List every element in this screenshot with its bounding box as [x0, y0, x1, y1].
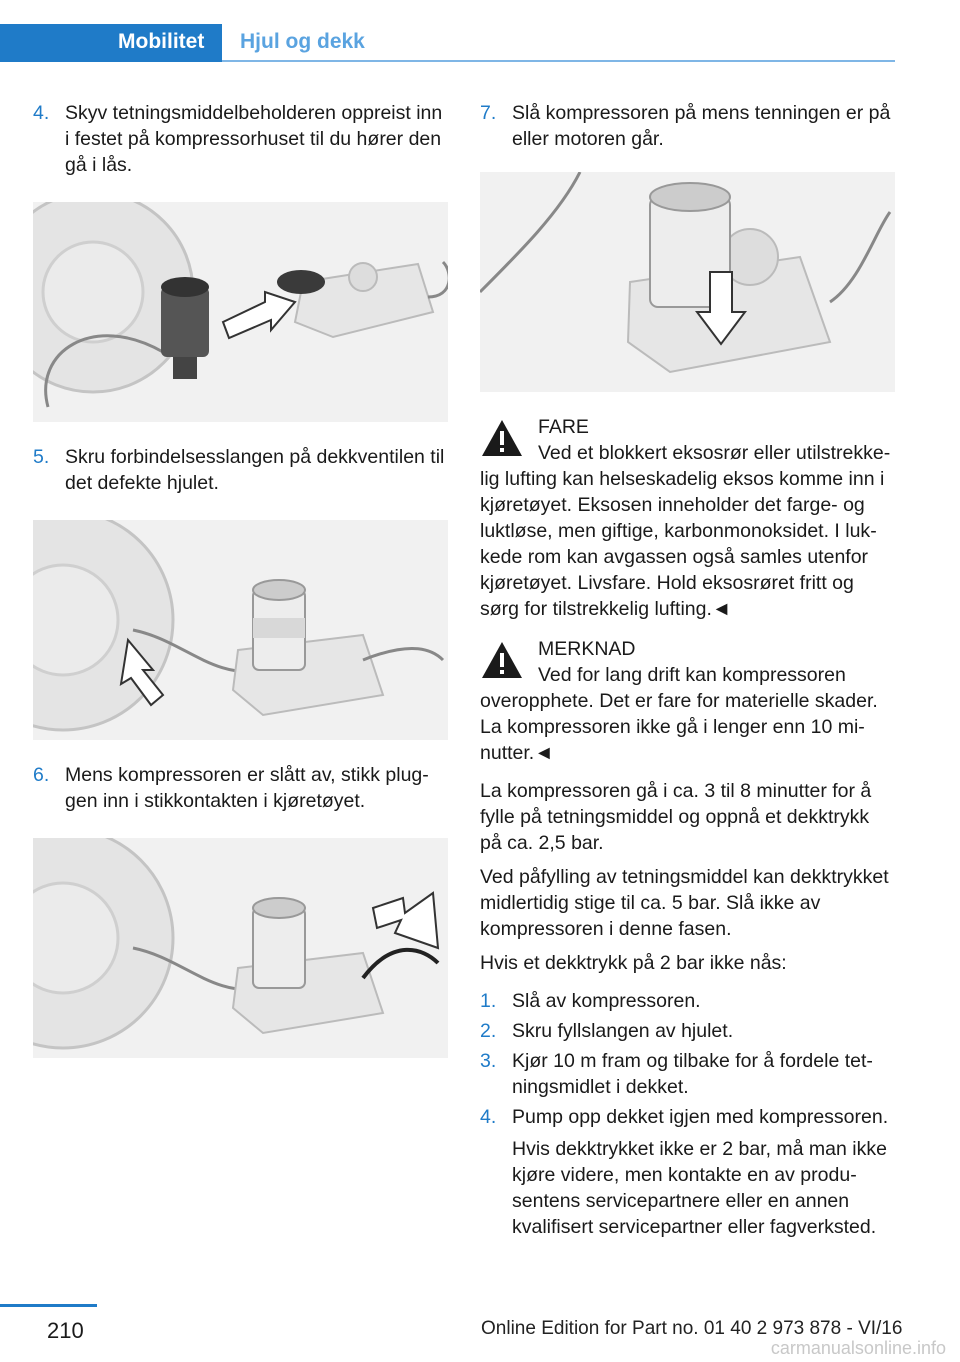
warning-merknad: [480, 636, 895, 766]
step-text: Kjør 10 m fram og tilbake for å fordele tetningsmidlet i dekket.: [512, 1050, 873, 1098]
step-text: Skru fyllslangen av hjulet.: [512, 1020, 734, 1042]
right-column: [480, 100, 895, 1240]
illustration-switch-on-compressor: [480, 172, 895, 392]
paragraph-if-pressure-not-reached: Hvis et dekktrykk på 2 bar ikke nås:: [480, 952, 787, 974]
compressor-switch-illustration: [480, 172, 895, 392]
substep-1: [480, 988, 895, 1014]
edition-info: Online Edition for Part no. 01 40 2 973 878 - VI/16: [481, 1318, 903, 1339]
step-6: [33, 762, 448, 814]
page-number: 210: [47, 1318, 84, 1343]
step-7: [480, 100, 895, 152]
step-number: 2.: [480, 1020, 497, 1042]
warning-triangle-icon: [480, 640, 524, 680]
step-text: Pump opp dekket igjen med kompressoren.: [512, 1106, 889, 1128]
section-tab-mobilitet[interactable]: Mobilitet: [0, 24, 222, 62]
step-text: Slå kompressoren på mens tenningen er på eller motoren går.: [512, 102, 891, 150]
warning-label: FARE: [538, 416, 589, 438]
paragraph-run-time: La kompressoren gå i ca. 3 til 8 minutter for å fylle på tetningsmiddel og oppnå et dekktrykk på ca. 2,5 bar.: [480, 780, 872, 854]
illustration-connect-hose-valve: [33, 520, 448, 740]
step-number: 6.: [33, 764, 50, 786]
step-text: Mens kompressoren er slått av, stikk pluggen inn i stikkontakten i kjøretøyet.: [65, 764, 429, 812]
warning-label: MERKNAD: [538, 638, 636, 660]
illustration-insert-sealant-bottle: [33, 202, 448, 422]
substep-3: [480, 1048, 895, 1100]
warning-triangle-icon: [480, 418, 524, 458]
illustration-plug-into-socket: [33, 838, 448, 1058]
step-number: 4.: [33, 102, 50, 124]
left-column: [33, 100, 448, 1080]
page-header: [0, 0, 895, 62]
compressor-bottle-illustration: [33, 202, 448, 422]
plug-socket-illustration: [33, 838, 448, 1058]
substep-2: [480, 1018, 895, 1044]
warning-fare: [480, 414, 895, 622]
step-4: [33, 100, 448, 178]
hose-valve-illustration: [33, 520, 448, 740]
substep-4-note: Hvis dekktrykket ikke er 2 bar, må man ikke kjøre videre, men kontakte en av produsentens servicepartnere eller en annen kvalifisert servicepartner eller fagverksted.: [512, 1138, 887, 1238]
substep-4: [480, 1104, 895, 1130]
paragraph-pressure-rise: Ved påfylling av tetningsmiddel kan dekktrykket midlertidig stige til ca. 5 bar. Slå ikke av kompressoren i denne fasen.: [480, 866, 889, 940]
footer-divider: [0, 1304, 97, 1307]
step-number: 7.: [480, 102, 497, 124]
step-number: 1.: [480, 990, 497, 1012]
step-number: 5.: [33, 446, 50, 468]
step-5: [33, 444, 448, 496]
warning-text: Ved for lang drift kan kompressoren overopphete. Det er fare for materielle skader. La kompressoren ikke gå i lenger enn 10 minutter.◄: [480, 664, 878, 764]
step-text: Skru forbindelsesslangen på dekkventilen til det defekte hjulet.: [65, 446, 445, 494]
section-tab-hjul-og-dekk[interactable]: Hjul og dekk: [240, 30, 365, 53]
step-text: Skyv tetningsmiddelbeholderen oppreist inn i festet på kompressorhuset til du hører den gå i lås.: [65, 102, 443, 176]
step-number: 3.: [480, 1050, 497, 1072]
watermark: carmanualsonline.info: [770, 1338, 946, 1358]
step-text: Slå av kompressoren.: [512, 990, 701, 1012]
header-divider: [222, 60, 895, 62]
warning-text: Ved et blokkert eksosrør eller utilstrekkelig lufting kan helseskadelig eksos komme inn i kjøretøyet. Eksosen inneholder det farge- og luktløse, men giftige, karbonmonoksidet. I lukkede rom kan avgassen også samles utenfor kjøretøyet. Livsfare. Hold eksosrøret fritt og sørg for tilstrekkelig lufting.◄: [480, 442, 891, 620]
step-number: 4.: [480, 1106, 497, 1128]
